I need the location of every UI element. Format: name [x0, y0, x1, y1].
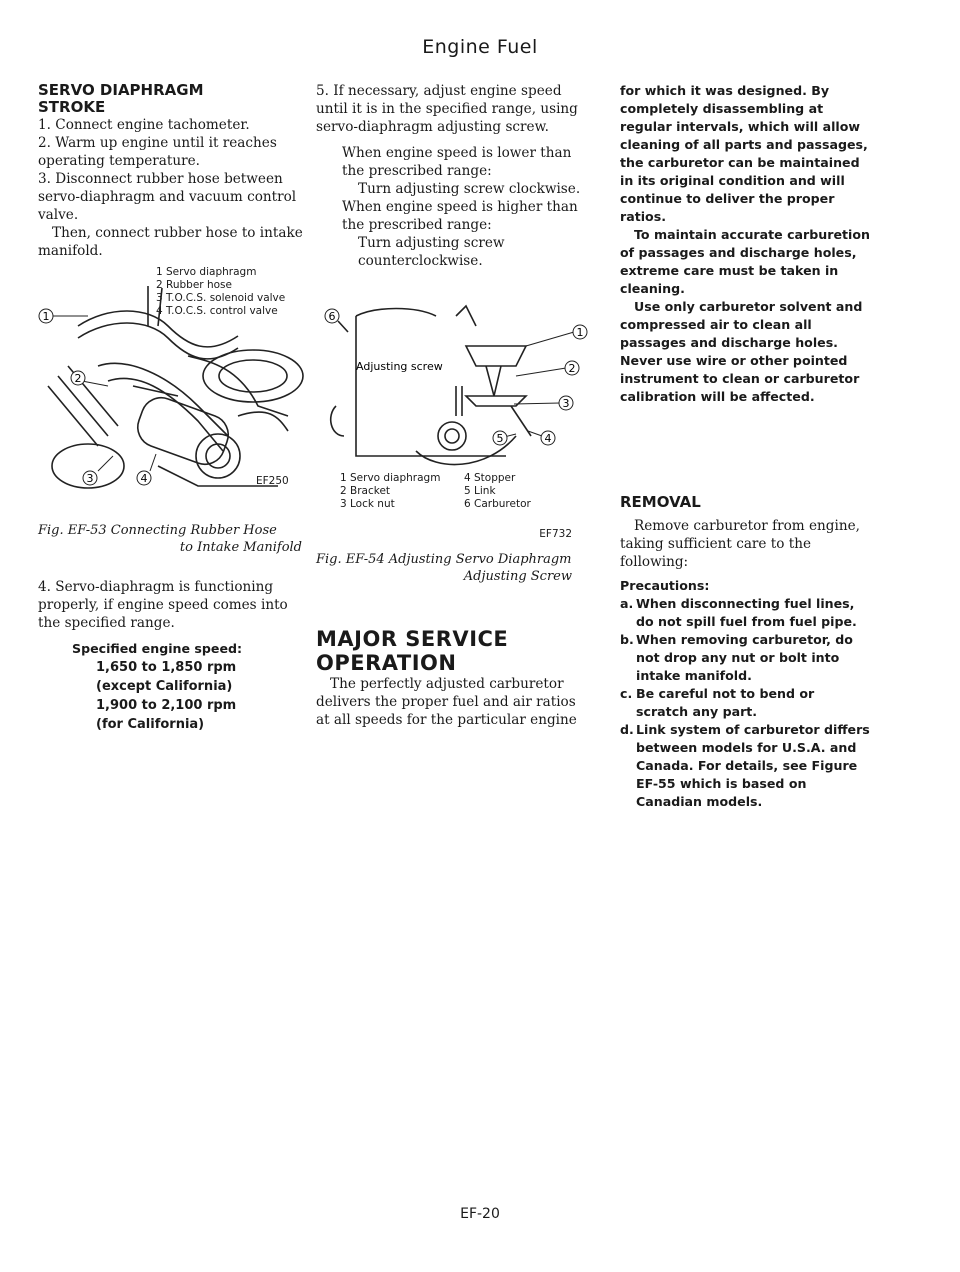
- higher-speed-action: Turn adjusting screw counterclockwise.: [358, 235, 505, 269]
- caption-line: Adjusting Screw: [463, 569, 572, 584]
- callout-1: 1: [576, 326, 584, 339]
- removal-paragraph: Remove carburetor from engine, taking sufficient care to the following:: [620, 518, 860, 570]
- section-heading-major-service: [316, 627, 592, 675]
- list-letter: a.: [620, 596, 634, 611]
- caption-line: Fig. EF-53 Connecting Rubber Hose: [38, 523, 277, 538]
- figure-caption-ef-53: [38, 522, 310, 556]
- legend-item: 4 Stopper: [464, 472, 516, 484]
- callout-3: 3: [562, 397, 570, 410]
- callout-4: 4: [140, 472, 148, 485]
- adjusting-screw-label: Adjusting screw: [356, 360, 443, 373]
- specified-speed-block: [72, 640, 310, 734]
- list-text: Link system of carburetor differs between models for U.S.A. and Canada. For details, see Figure EF-55 which is based on Canadian models.: [636, 722, 870, 809]
- heading-line: OPERATION: [316, 651, 457, 675]
- spec-line: (except California): [96, 679, 233, 694]
- figure-code: EF732: [539, 528, 572, 540]
- list-item: [620, 595, 870, 631]
- callout-1: 1: [42, 310, 50, 323]
- list-item: [620, 721, 870, 811]
- section-heading-servo-diaphragm: [38, 82, 310, 116]
- figure-ef-53: [38, 266, 310, 516]
- list-letter: b.: [620, 632, 634, 647]
- caption-line: Fig. EF-54 Adjusting Servo Diaphragm: [316, 552, 572, 567]
- lower-speed-action: Turn adjusting screw clockwise.: [358, 181, 581, 197]
- legend-item: 3 T.O.C.S. solenoid valve: [156, 292, 286, 304]
- legend-item: 4 T.O.C.S. control valve: [156, 305, 278, 317]
- legend-item: 1 Servo diaphragm: [156, 266, 257, 278]
- list-item: [620, 685, 870, 721]
- list-text: When removing carburetor, do not drop any nut or bolt into intake manifold.: [636, 632, 853, 683]
- figure-legend: [340, 472, 592, 511]
- higher-speed-condition: When engine speed is higher than the prescribed range:: [342, 199, 578, 233]
- legend-item: 6 Carburetor: [464, 498, 531, 510]
- step-2: 2. Warm up engine until it reaches operating temperature.: [38, 135, 277, 169]
- paragraph: for which it was designed. By completely disassembling at regular intervals, which will allow cleaning of all parts and passages, the carburetor can be maintained in its original condition and will continue to deliver the proper ratios.: [620, 83, 868, 224]
- spec-line: 1,900 to 2,100 rpm: [96, 698, 237, 713]
- legend-item: 2 Bracket: [340, 485, 391, 497]
- list-letter: c.: [620, 686, 633, 701]
- paragraph: Use only carburetor solvent and compressed air to clean all passages and discharge holes. Never use wire or other pointed instrument to clean or carburetor calibration will be affected.: [620, 299, 863, 404]
- adjustment-instructions: [342, 144, 592, 270]
- spec-line: 1,650 to 1,850 rpm: [96, 660, 237, 675]
- heading-line: SERVO DIAPHRAGM: [38, 81, 204, 99]
- step-3-continued: Then, connect rubber hose to intake manifold.: [38, 225, 303, 259]
- figure-code: EF250: [256, 475, 289, 487]
- paragraph: To maintain accurate carburetion of passages and discharge holes, extreme care must be taken in cleaning.: [620, 227, 870, 296]
- list-item: [620, 631, 870, 685]
- legend-item: 2 Rubber hose: [156, 279, 232, 291]
- major-service-paragraph: The perfectly adjusted carburetor delivers the proper fuel and air ratios at all speeds for the particular engine: [316, 676, 577, 728]
- figure-ef-54: [316, 286, 592, 466]
- step-1: 1. Connect engine tachometer.: [38, 117, 250, 133]
- page-number: EF-20: [460, 1206, 500, 1222]
- column-right: [620, 82, 870, 811]
- precautions-list: [620, 595, 870, 811]
- legend-item: 5 Link: [464, 485, 496, 497]
- step-5: 5. If necessary, adjust engine speed until it is in the specified range, using servo-diaphragm adjusting screw.: [316, 83, 578, 135]
- legend-item: 1 Servo diaphragm: [340, 472, 441, 484]
- figure-caption-ef-54: [316, 551, 592, 585]
- list-text: When disconnecting fuel lines, do not spill fuel from fuel pipe.: [636, 596, 857, 629]
- heading-line: STROKE: [38, 98, 106, 116]
- precautions-label: Precautions:: [620, 578, 710, 593]
- spec-label: Specified engine speed:: [72, 641, 243, 656]
- list-text: Be careful not to bend or scratch any part.: [636, 686, 815, 719]
- heading-line: MAJOR SERVICE: [316, 627, 509, 651]
- callout-2: 2: [74, 372, 82, 385]
- spec-line: (for California): [96, 717, 205, 732]
- callout-2: 2: [568, 362, 576, 375]
- column-middle: [316, 82, 592, 729]
- step-3: 3. Disconnect rubber hose between servo-diaphragm and vacuum control valve.: [38, 171, 297, 223]
- callout-3: 3: [86, 472, 94, 485]
- list-letter: d.: [620, 722, 634, 737]
- callout-5: 5: [496, 432, 504, 445]
- callout-4: 4: [544, 432, 552, 445]
- lower-speed-condition: When engine speed is lower than the prescribed range:: [342, 145, 572, 179]
- column-left: [38, 82, 310, 734]
- section-heading-removal: REMOVAL: [620, 493, 701, 511]
- step-4: 4. Servo-diaphragm is functioning properly, if engine speed comes into the specified range.: [38, 579, 288, 631]
- page-header-title: Engine Fuel: [422, 36, 538, 58]
- caption-line: to Intake Manifold: [179, 540, 302, 555]
- legend-item: 3 Lock nut: [340, 498, 395, 510]
- servo-diaphragm-illustration: [316, 286, 592, 466]
- callout-6: 6: [328, 310, 336, 323]
